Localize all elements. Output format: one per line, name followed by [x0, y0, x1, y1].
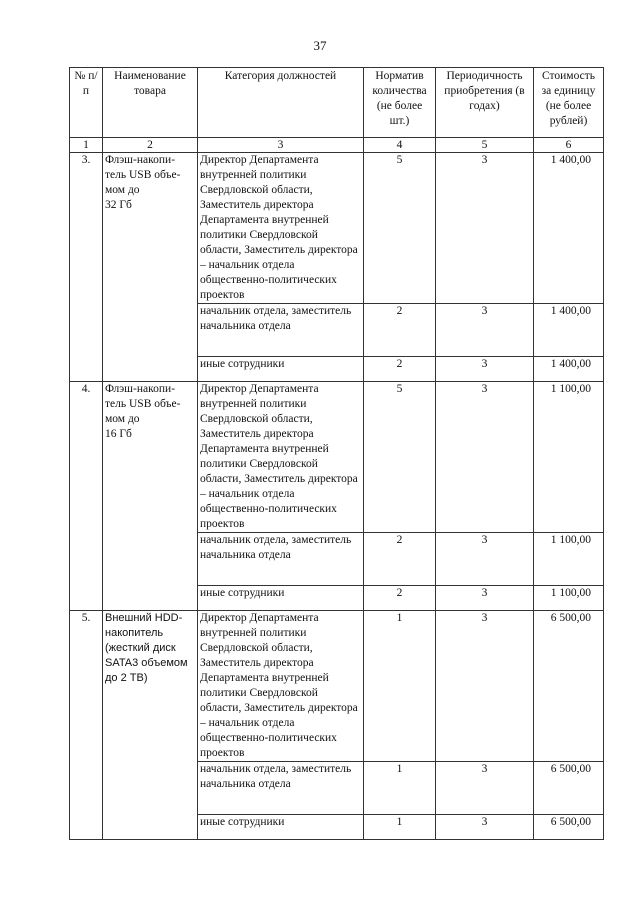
header-product-name: Наименование товара [103, 68, 198, 138]
column-index: 6 [534, 138, 604, 153]
quantity-norm: 2 [364, 304, 436, 357]
purchase-period: 3 [436, 815, 534, 840]
item-number: 3. [70, 153, 103, 382]
quantity-norm: 5 [364, 153, 436, 304]
purchase-period: 3 [436, 382, 534, 533]
item-number: 5. [70, 611, 103, 840]
purchase-period: 3 [436, 586, 534, 611]
position-category: иные сотрудники [198, 815, 364, 840]
unit-price: 1 400,00 [534, 304, 604, 357]
unit-price: 6 500,00 [534, 762, 604, 815]
unit-price: 1 100,00 [534, 533, 604, 586]
header-purchase-period: Периодичность приобретения (в годах) [436, 68, 534, 138]
position-category: начальник отдела, заместитель начальника отдела [198, 533, 364, 586]
column-index: 4 [364, 138, 436, 153]
column-index-row [70, 138, 604, 153]
table-row [70, 382, 604, 533]
purchase-period: 3 [436, 304, 534, 357]
position-category: начальник отдела, заместитель начальника отдела [198, 304, 364, 357]
purchase-period: 3 [436, 533, 534, 586]
specification-table [69, 67, 604, 840]
table-row [70, 611, 604, 762]
unit-price: 6 500,00 [534, 611, 604, 762]
position-category: Директор Департамента внутренней политики Свердловской области, Заместитель директора Департамента внутренней политики Свердловской области, Заместитель директора – начальник отдела общественно-политических проектов [198, 611, 364, 762]
unit-price: 1 100,00 [534, 586, 604, 611]
unit-price: 1 100,00 [534, 382, 604, 533]
header-row [70, 68, 604, 138]
column-index: 5 [436, 138, 534, 153]
quantity-norm: 2 [364, 586, 436, 611]
item-name: Флэш-накопи- тель USB объе- мом до 16 Гб [103, 382, 198, 611]
column-index: 2 [103, 138, 198, 153]
unit-price: 1 400,00 [534, 153, 604, 304]
purchase-period: 3 [436, 153, 534, 304]
unit-price: 1 400,00 [534, 357, 604, 382]
position-category: начальник отдела, заместитель начальника отдела [198, 762, 364, 815]
purchase-period: 3 [436, 357, 534, 382]
position-category: Директор Департамента внутренней политики Свердловской области, Заместитель директора Департамента внутренней политики Свердловской области, Заместитель директора – начальник отдела общественно-политических проектов [198, 382, 364, 533]
table-row [70, 153, 604, 304]
quantity-norm: 1 [364, 815, 436, 840]
position-category: иные сотрудники [198, 357, 364, 382]
quantity-norm: 5 [364, 382, 436, 533]
column-index: 1 [70, 138, 103, 153]
header-position-category: Категория должностей [198, 68, 364, 138]
column-index: 3 [198, 138, 364, 153]
header-unit-price: Стоимость за единицу (не более рублей) [534, 68, 604, 138]
quantity-norm: 2 [364, 533, 436, 586]
quantity-norm: 1 [364, 611, 436, 762]
purchase-period: 3 [436, 611, 534, 762]
item-number: 4. [70, 382, 103, 611]
page-number: 37 [313, 38, 327, 53]
quantity-norm: 1 [364, 762, 436, 815]
quantity-norm: 2 [364, 357, 436, 382]
item-name: Внешний HDD- накопитель (жесткий диск SATA3 объемом до 2 TB) [103, 611, 198, 840]
unit-price: 6 500,00 [534, 815, 604, 840]
purchase-period: 3 [436, 762, 534, 815]
header-number: № п/п [70, 68, 103, 138]
item-name: Флэш-накопи- тель USB объе- мом до 32 Гб [103, 153, 198, 382]
position-category: иные сотрудники [198, 586, 364, 611]
header-quantity-norm: Норматив количества (не более шт.) [364, 68, 436, 138]
position-category: Директор Департамента внутренней политики Свердловской области, Заместитель директора Департамента внутренней политики Свердловской области, Заместитель директора – начальник отдела общественно-политических проектов [198, 153, 364, 304]
